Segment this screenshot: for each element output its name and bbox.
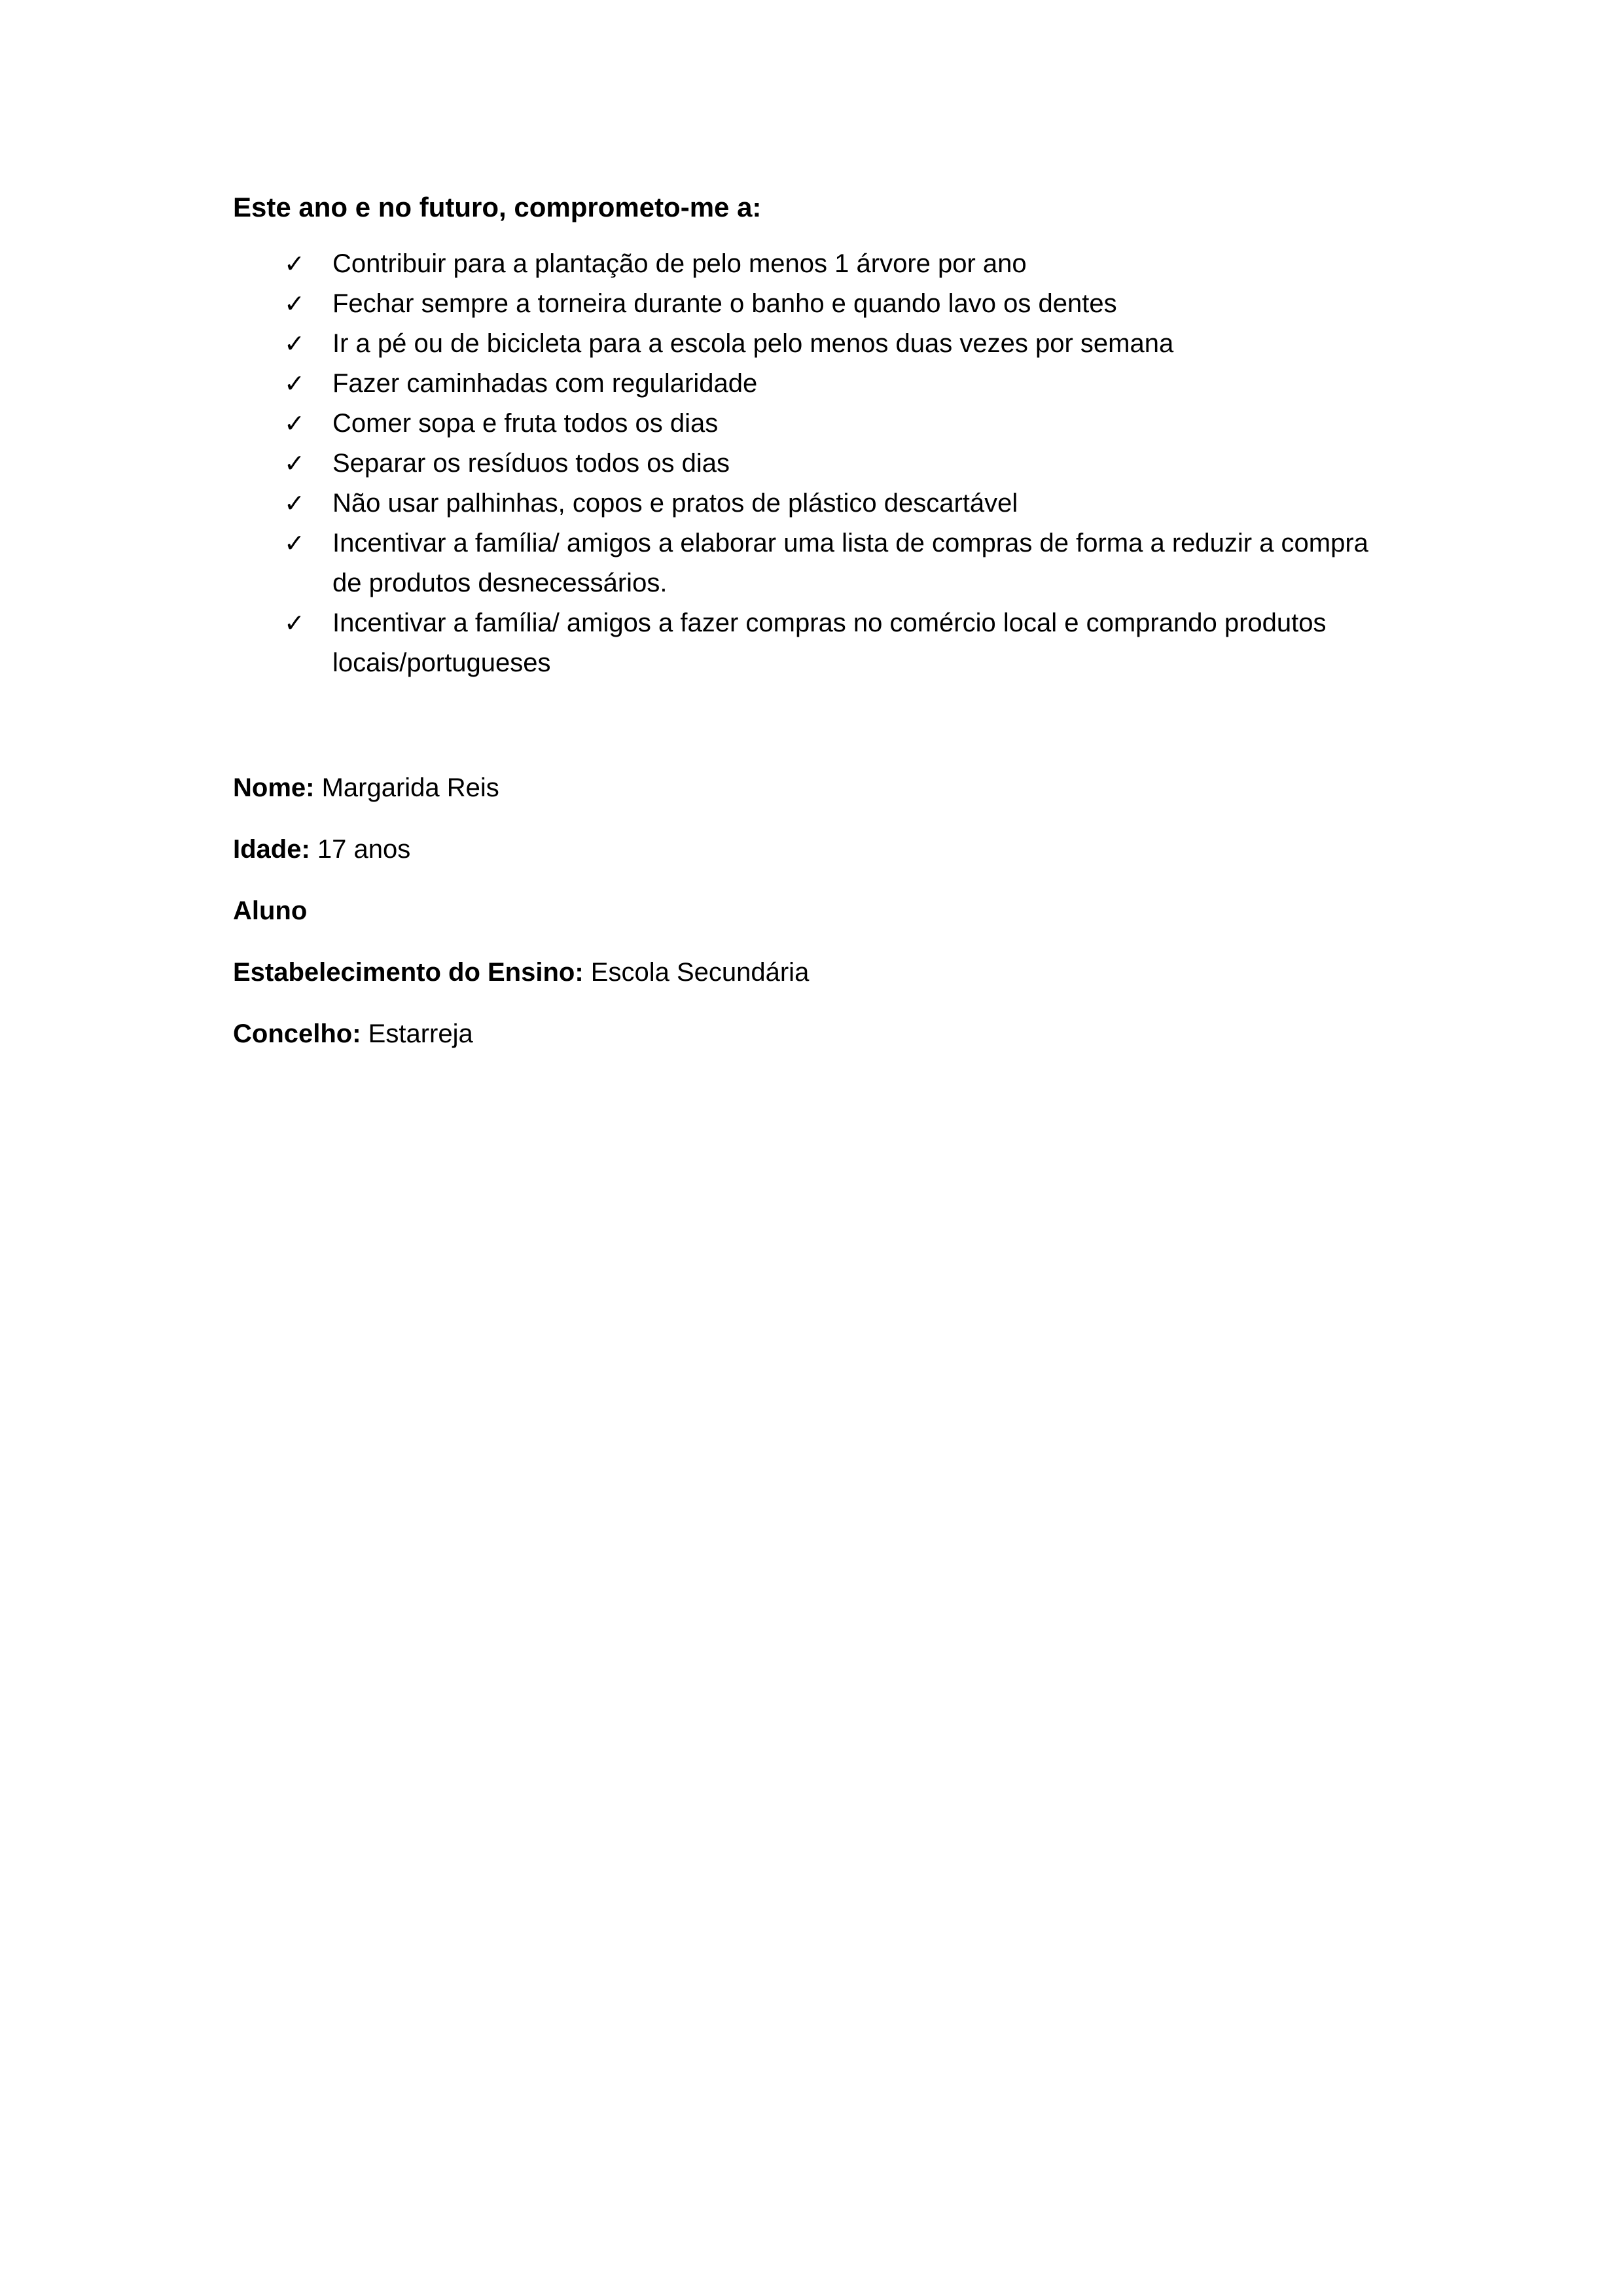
age-value: 17 anos <box>317 834 411 864</box>
school-label: Estabelecimento do Ensino: <box>233 957 584 987</box>
commitment-item <box>233 484 1398 523</box>
age-row <box>233 830 1398 870</box>
commitment-text: Comer sopa e fruta todos os dias <box>332 408 719 438</box>
county-value: Estarreja <box>368 1019 473 1048</box>
check-icon: ✓ <box>284 249 305 278</box>
commitment-item <box>233 284 1398 324</box>
commitment-item <box>233 603 1398 683</box>
commitment-heading: Este ano e no futuro, comprometo-me a: <box>233 192 762 222</box>
commitment-text: Não usar palhinhas, copos e pratos de plástico descartável <box>332 488 1018 518</box>
check-icon: ✓ <box>284 528 305 557</box>
commitment-item <box>233 244 1398 284</box>
check-icon: ✓ <box>284 289 305 318</box>
commitment-list <box>233 244 1398 683</box>
check-icon: ✓ <box>284 448 305 478</box>
check-icon: ✓ <box>284 488 305 518</box>
commitment-text: Fazer caminhadas com regularidade <box>332 368 758 398</box>
role-row <box>233 891 1398 931</box>
school-row <box>233 953 1398 993</box>
county-label: Concelho: <box>233 1019 361 1048</box>
check-icon: ✓ <box>284 328 305 358</box>
commitment-text: Contribuir para a plantação de pelo menos 1 árvore por ano <box>332 249 1027 278</box>
check-icon: ✓ <box>284 408 305 438</box>
commitment-text: Incentivar a família/ amigos a fazer compras no comércio local e comprando produtos locais/portugueses <box>332 608 1327 677</box>
check-icon: ✓ <box>284 368 305 398</box>
commitment-item <box>233 444 1398 484</box>
document-page <box>233 190 1398 1076</box>
county-row <box>233 1014 1398 1054</box>
name-row <box>233 768 1398 808</box>
commitment-item <box>233 324 1398 364</box>
check-icon: ✓ <box>284 608 305 637</box>
age-label: Idade: <box>233 834 310 864</box>
role-label: Aluno <box>233 896 308 925</box>
commitment-item <box>233 404 1398 444</box>
name-value: Margarida Reis <box>321 773 499 802</box>
commitment-text: Fechar sempre a torneira durante o banho e quando lavo os dentes <box>332 289 1117 318</box>
name-label: Nome: <box>233 773 315 802</box>
commitment-text: Ir a pé ou de bicicleta para a escola pelo menos duas vezes por semana <box>332 328 1174 358</box>
school-value: Escola Secundária <box>590 957 810 987</box>
commitment-item <box>233 364 1398 404</box>
commitment-item <box>233 523 1398 603</box>
personal-info <box>233 768 1398 1054</box>
commitment-text: Incentivar a família/ amigos a elaborar uma lista de compras de forma a reduzir a compra de produtos desnecessários. <box>332 528 1368 597</box>
commitment-text: Separar os resíduos todos os dias <box>332 448 730 478</box>
